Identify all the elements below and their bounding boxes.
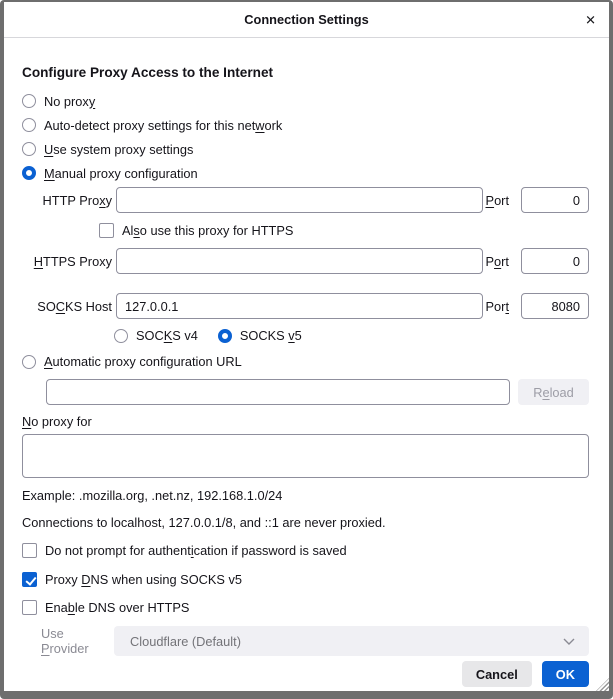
- radio-label: Auto-detect proxy settings for this network: [44, 117, 283, 133]
- checkbox-icon[interactable]: [22, 543, 37, 558]
- dialog-actions: [22, 661, 589, 687]
- reload-button[interactable]: Reload: [518, 379, 589, 405]
- dialog-title: Connection Settings: [244, 12, 369, 27]
- ok-button[interactable]: OK: [542, 661, 589, 687]
- dialog-content: [4, 38, 609, 687]
- radio-label: Manual proxy configuration: [44, 165, 198, 181]
- no-proxy-example-text: Example: .mozilla.org, .net.nz, 192.168.1.0/24: [22, 488, 283, 503]
- checkbox-label: Proxy DNS when using SOCKS v5: [45, 572, 243, 587]
- radio-icon[interactable]: [22, 94, 36, 108]
- checkbox-no-auth-prompt[interactable]: [22, 543, 589, 558]
- radio-label: Automatic proxy configuration URL: [44, 354, 242, 369]
- use-provider-label: Use Provider: [41, 626, 89, 656]
- checkbox-icon[interactable]: [22, 572, 37, 587]
- socks-version-radio-group: [114, 328, 589, 343]
- radio-socks-v4[interactable]: [114, 328, 198, 343]
- http-proxy-label: HTTP Proxy: [42, 192, 112, 208]
- chevron-down-icon: [563, 638, 575, 645]
- checkbox-dns-over-https[interactable]: [22, 600, 589, 615]
- http-port-label: Port: [485, 192, 509, 208]
- checkbox-label: Enable DNS over HTTPS: [45, 600, 190, 615]
- titlebar: [4, 2, 609, 38]
- also-https-checkbox-row[interactable]: [99, 223, 589, 238]
- no-proxy-for-label: No proxy for: [22, 414, 92, 429]
- https-port-input[interactable]: [521, 248, 589, 274]
- radio-label: SOCKS v4: [136, 328, 198, 343]
- https-proxy-input[interactable]: [116, 248, 483, 274]
- radio-label: Use system proxy settings: [44, 141, 194, 157]
- no-proxy-note-text: Connections to localhost, 127.0.0.1/8, and ::1 are never proxied.: [22, 515, 386, 530]
- auto-config-url-row: [22, 379, 589, 405]
- auto-config-url-input[interactable]: [46, 379, 510, 405]
- provider-selected-value: Cloudflare (Default): [130, 633, 241, 649]
- radio-icon[interactable]: [114, 329, 128, 343]
- no-proxy-for-textarea[interactable]: [22, 434, 589, 478]
- socks-host-input[interactable]: [116, 293, 483, 319]
- radio-socks-v5[interactable]: [218, 328, 302, 343]
- checkbox-proxy-dns-socks5[interactable]: [22, 572, 589, 587]
- close-icon[interactable]: ✕: [585, 12, 596, 27]
- radio-icon[interactable]: [218, 329, 232, 343]
- dns-provider-row: [22, 626, 589, 656]
- http-port-input[interactable]: [521, 187, 589, 213]
- radio-icon[interactable]: [22, 166, 36, 180]
- socks-host-row: [22, 293, 589, 319]
- checkbox-label: Do not prompt for authentication if password is saved: [45, 543, 347, 558]
- radio-auto-detect[interactable]: [22, 113, 589, 137]
- radio-label: No proxy: [44, 93, 96, 109]
- radio-auto-config-url[interactable]: [22, 353, 589, 370]
- http-proxy-row: [22, 187, 589, 213]
- provider-dropdown[interactable]: [114, 626, 589, 656]
- socks-host-label: SOCKS Host: [37, 298, 112, 314]
- radio-icon[interactable]: [22, 118, 36, 132]
- https-proxy-row: [22, 248, 589, 274]
- checkbox-label: Also use this proxy for HTTPS: [122, 223, 294, 238]
- cancel-button[interactable]: Cancel: [462, 661, 532, 687]
- radio-label: SOCKS v5: [239, 328, 302, 343]
- proxy-mode-radio-group: [22, 89, 589, 185]
- https-proxy-label: HTTPS Proxy: [33, 253, 112, 269]
- socks-port-label: Port: [485, 298, 509, 314]
- radio-manual-proxy[interactable]: [22, 161, 589, 185]
- radio-system-proxy[interactable]: [22, 137, 589, 161]
- https-port-label: Port: [485, 253, 509, 269]
- checkbox-icon[interactable]: [22, 600, 37, 615]
- radio-icon[interactable]: [22, 142, 36, 156]
- checkbox-icon[interactable]: [99, 223, 114, 238]
- radio-icon[interactable]: [22, 355, 36, 369]
- radio-no-proxy[interactable]: [22, 89, 589, 113]
- http-proxy-input[interactable]: [116, 187, 483, 213]
- page-title: Configure Proxy Access to the Internet: [22, 65, 274, 80]
- socks-port-input[interactable]: [521, 293, 589, 319]
